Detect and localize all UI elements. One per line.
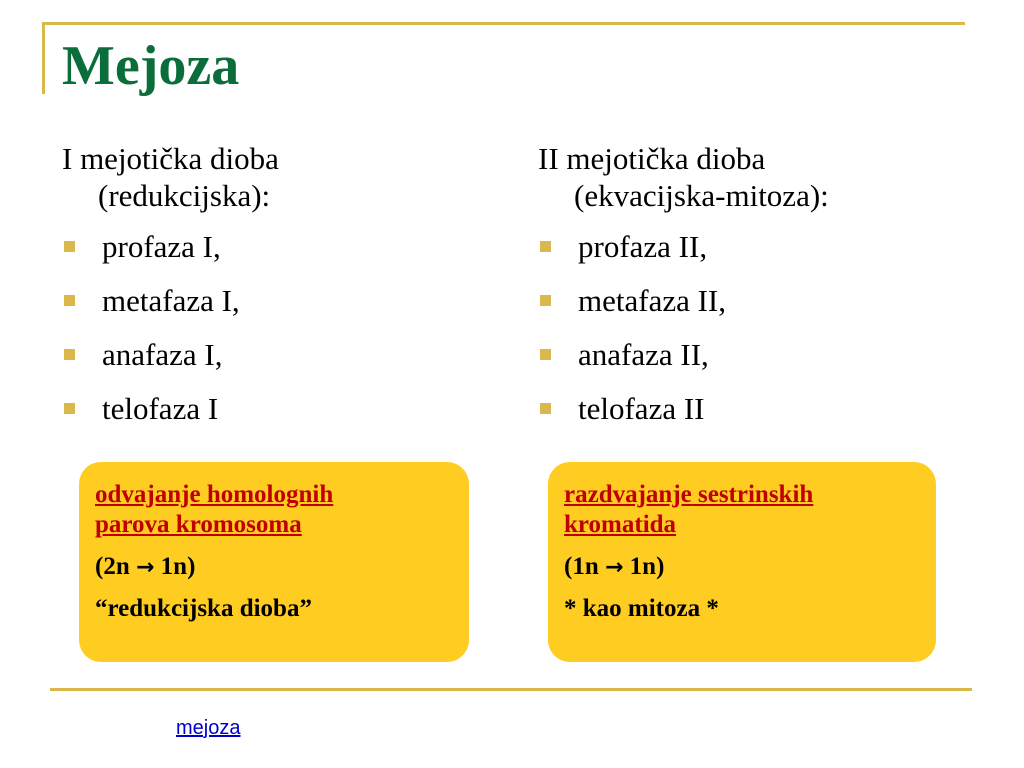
left-heading-line2: (redukcijska):: [98, 178, 271, 214]
top-rule: [45, 22, 965, 25]
left-box-note: “redukcijska dioba”: [95, 595, 312, 622]
bullet-icon: [64, 241, 75, 252]
right-heading: [538, 140, 978, 214]
bullet-icon: [64, 349, 75, 360]
slide-title: Mejoza: [62, 35, 240, 97]
footer-link-mejoza[interactable]: mejoza: [176, 717, 241, 739]
bullet-icon: [64, 403, 75, 414]
left-phase-list: [62, 228, 482, 444]
right-summary-box: [548, 462, 936, 662]
list-item: telofaza II: [538, 390, 978, 444]
right-column: [538, 140, 978, 444]
list-item: telofaza I: [62, 390, 482, 444]
left-heading: [62, 140, 482, 214]
left-rule: [42, 22, 45, 94]
left-box-formula: (2n → 1n): [95, 553, 196, 580]
bullet-icon: [64, 295, 75, 306]
right-arrow-icon: →: [135, 555, 155, 580]
bullet-icon: [540, 403, 551, 414]
left-box-description: odvajanje homolognih parova kromosoma: [95, 481, 334, 538]
right-box-formula: (1n → 1n): [564, 553, 665, 580]
right-heading-line1: II mejotička dioba: [538, 141, 766, 176]
right-phase-list: [538, 228, 978, 444]
bottom-rule: [50, 688, 972, 691]
left-summary-box: [79, 462, 469, 662]
right-box-note: * kao mitoza *: [564, 595, 719, 622]
list-item: anafaza II,: [538, 336, 978, 390]
list-item: anafaza I,: [62, 336, 482, 390]
bullet-icon: [540, 349, 551, 360]
bullet-icon: [540, 241, 551, 252]
bullet-icon: [540, 295, 551, 306]
list-item: profaza I,: [62, 228, 482, 282]
right-heading-line2: (ekvacijska-mitoza):: [574, 178, 829, 214]
left-heading-line1: I mejotička dioba: [62, 141, 279, 176]
list-item: metafaza I,: [62, 282, 482, 336]
right-arrow-icon: →: [604, 555, 624, 580]
list-item: profaza II,: [538, 228, 978, 282]
list-item: metafaza II,: [538, 282, 978, 336]
right-box-description: razdvajanje sestrinskih kromatida: [564, 481, 814, 538]
left-column: [62, 140, 482, 444]
